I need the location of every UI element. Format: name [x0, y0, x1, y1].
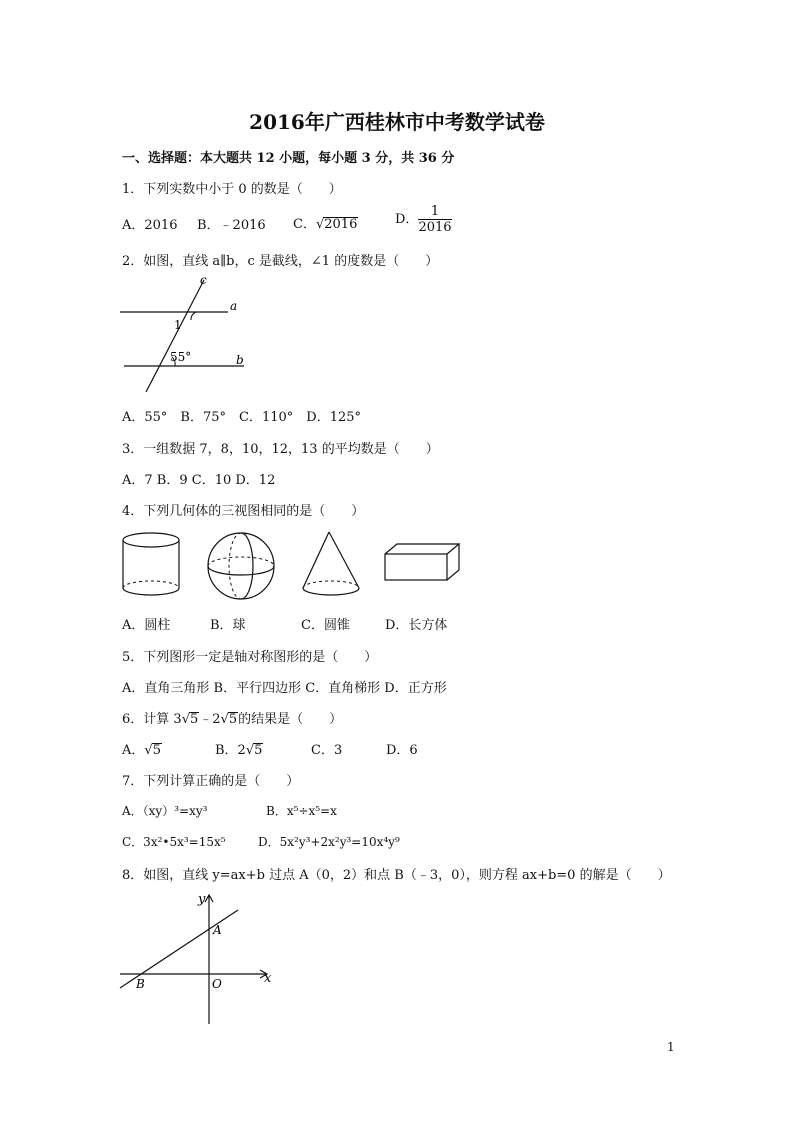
label-c: c: [200, 273, 207, 287]
sqrt-sign-icon: √: [181, 712, 190, 727]
question-4-stem: 4．下列几何体的三视图相同的是（ ）: [122, 504, 365, 519]
question-6-stem: [122, 708, 342, 727]
q1-option-b: B．﹣2016: [197, 218, 266, 233]
sqrt-sign-icon: √: [315, 217, 325, 232]
q6-option-b-label: B．2: [215, 743, 246, 758]
q6-option-a: [122, 739, 162, 758]
q6-option-a-radicand: 5: [152, 743, 161, 758]
sqrt-sign-icon: √: [144, 743, 153, 758]
q6-option-c: C．3: [311, 743, 343, 758]
q6-option-d: D．6: [386, 743, 418, 758]
q6-option-b: [215, 739, 263, 758]
q3-options: A．7 B．9 C．10 D．12: [122, 473, 276, 488]
q4-option-c: C．圆锥: [301, 618, 350, 633]
question-8-stem: 8．如图，直线 y=ax+b 过点 A（0，2）和点 B（﹣3，0），则方程 ax+b=0 的解是（ ）: [122, 868, 671, 883]
q4-option-a: A．圆柱: [122, 618, 171, 633]
question-2-stem: 2．如图，直线 a∥b，c 是截线，∠1 的度数是（ ）: [122, 254, 439, 269]
q4-option-d: D．长方体: [385, 618, 448, 633]
question-5-stem: 5．下列图形一定是轴对称图形的是（ ）: [122, 650, 378, 665]
label-a: a: [230, 299, 238, 313]
fraction-numerator: 1: [418, 204, 451, 220]
sqrt-sign-icon: √: [220, 712, 229, 727]
question-3-stem: 3．一组数据 7，8，10，12，13 的平均数是（ ）: [122, 442, 439, 457]
label-angle-55: 55°: [170, 350, 192, 364]
label-b: b: [236, 353, 244, 367]
q6-option-b-radicand: 5: [254, 743, 263, 758]
q1-option-a: A．2016: [122, 218, 178, 233]
q1-option-c-radicand: 2016: [324, 217, 358, 232]
q1-option-d-label: D．: [395, 212, 419, 227]
fraction-denominator: 2016: [418, 220, 452, 235]
label-point-a: A: [213, 923, 222, 937]
question-7-stem: 7．下列计算正确的是（ ）: [122, 774, 300, 789]
label-x: x: [264, 971, 272, 986]
label-origin: O: [212, 977, 222, 991]
question-1-stem: 1．下列实数中小于 0 的数是（ ）: [122, 182, 342, 197]
page-title: 2016年广西桂林市中考数学试卷: [249, 110, 545, 134]
q7-option-b: B．x⁵÷x⁵=x: [266, 804, 337, 818]
angle-1-arc: [191, 312, 196, 320]
q5-options: A．直角三角形 B．平行四边形 C．直角梯形 D．正方形: [122, 681, 447, 696]
q7-option-d: D．5x²y³+2x²y³=10x⁴y⁹: [258, 835, 400, 849]
cone-icon: [303, 532, 359, 595]
q6-stem-prefix: 6．计算 3: [122, 712, 182, 727]
q7-option-a: A．（xy）³=xy³: [122, 804, 208, 818]
transversal-c: [146, 280, 204, 392]
q1-option-d: [395, 204, 452, 235]
parallel-lines-figure: [116, 272, 256, 398]
section-heading: 一、选择题：本大题共 12 小题，每小题 3 分，共 36 分: [122, 151, 455, 166]
q7-option-c: C．3x²•5x³=15x⁵: [122, 835, 226, 849]
q6-stem-suffix: 的结果是（ ）: [238, 712, 343, 727]
label-y: y: [198, 892, 206, 907]
solids-figure: [115, 530, 475, 602]
label-angle-1: 1: [174, 318, 182, 332]
q6-radicand-1: 5: [189, 712, 199, 727]
q6-stem-mid: ﹣2: [199, 712, 221, 727]
label-point-b: B: [136, 977, 145, 991]
page-number: 1: [667, 1040, 675, 1054]
cylinder-icon: [123, 533, 179, 595]
q6-option-a-label: A．: [122, 743, 145, 758]
sphere-icon: [208, 533, 274, 599]
q2-options: A．55° B．75° C．110° D．125°: [122, 410, 362, 425]
q1-option-c-label: C．: [293, 217, 316, 232]
q6-radicand-2: 5: [228, 712, 238, 727]
q4-option-b: B．球: [210, 618, 246, 633]
sqrt-sign-icon: √: [245, 743, 255, 758]
q1-option-c: [293, 213, 358, 232]
q1-option-d-fraction: [418, 204, 451, 235]
linear-function-figure: [116, 890, 274, 1026]
cuboid-icon: [385, 544, 459, 580]
